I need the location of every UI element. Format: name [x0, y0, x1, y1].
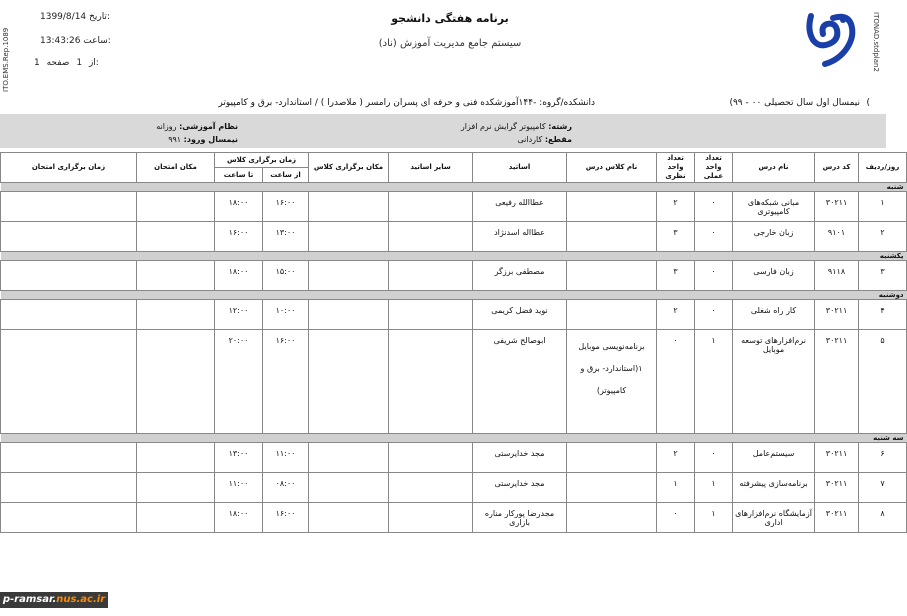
cell-exam-place — [137, 192, 215, 222]
page-subtitle: سیستم جامع مدیریت آموزش (ناد) — [378, 38, 522, 49]
cell-practical: ۱ — [695, 503, 733, 533]
cell-n: ۸ — [859, 503, 907, 533]
field-value: کامپیوتر گرایش نرم افزار — [460, 122, 546, 131]
cell-from: ۱۳:۰۰ — [263, 222, 309, 252]
cell-code: ۳۰۲۱۱ — [815, 503, 859, 533]
cell-name: زبان فارسی — [733, 261, 815, 291]
time-label: ساعت: — [83, 36, 111, 46]
site-suffix: nus.ac.ir — [56, 594, 106, 605]
cell-teacher: ابوصالح شریفی — [473, 330, 567, 434]
cell-exam-place — [137, 443, 215, 473]
day-label: یکشنبه — [1, 252, 907, 261]
cell-exam-place — [137, 330, 215, 434]
cell-practical: ۰ — [695, 222, 733, 252]
cell-n: ۳ — [859, 261, 907, 291]
cell-teacher: عطااله اسدنژاد — [473, 222, 567, 252]
cell-place — [309, 443, 389, 473]
cell-exam-time — [1, 222, 137, 252]
cell-n: ۲ — [859, 222, 907, 252]
cell-theory: ۲ — [657, 300, 695, 330]
site-prefix: p-ramsar. — [2, 594, 57, 605]
page-block — [34, 58, 99, 68]
cell-theory: ۳ — [657, 222, 695, 252]
cell-code: ۹۱۰۱ — [815, 222, 859, 252]
cell-place — [309, 473, 389, 503]
faculty-info: دانشکده/گروه: -۱۴۴آموزشکده فنی و حرفه ای پسران رامسر ( ملاصدرا ) / استاندارد- برق و کامپیوتر — [218, 98, 595, 108]
cell-teacher: مجد خدایرستی — [473, 473, 567, 503]
report-code: ITO.EMS.Rep.1089 — [2, 27, 10, 92]
entry-value: ۹۹۱ — [168, 135, 182, 144]
cell-to: ۱۸:۰۰ — [215, 192, 263, 222]
cell-n: ۴ — [859, 300, 907, 330]
cell-other — [389, 300, 473, 330]
cell-name: نرم‌افزارهای توسعه موبایل — [733, 330, 815, 434]
table-row — [1, 503, 907, 533]
cell-class-name — [567, 300, 657, 330]
field-info — [461, 122, 572, 131]
cell-theory: ۰ — [657, 503, 695, 533]
date-block — [40, 12, 110, 22]
col-code: کد درس — [815, 153, 859, 183]
day-label: دوشنبه — [1, 291, 907, 300]
col-to: تا ساعت — [215, 168, 263, 183]
cell-practical: ۱ — [695, 473, 733, 503]
cell-name: کار راه شغلی — [733, 300, 815, 330]
schedule-table — [0, 152, 907, 533]
cell-teacher: مجدرضا پورکار مناره بازاری — [473, 503, 567, 533]
day-label: سه شنبه — [1, 434, 907, 443]
col-teacher: اساتید — [473, 153, 567, 183]
page-total: 1 — [34, 58, 40, 68]
cell-place — [309, 192, 389, 222]
cell-other — [389, 222, 473, 252]
cell-theory: ۲ — [657, 192, 695, 222]
system-info — [156, 122, 238, 131]
cell-n: ۱ — [859, 192, 907, 222]
system-value: روزانه — [156, 122, 177, 131]
day-label: شنبه — [1, 183, 907, 192]
time-value: 13:43:26 — [40, 36, 81, 46]
cell-exam-time — [1, 473, 137, 503]
col-place: مکان برگزاری کلاس — [309, 153, 389, 183]
cell-theory: ۰ — [657, 330, 695, 434]
col-exam-time: زمان برگزاری امتحان — [1, 153, 137, 183]
cell-n: ۵ — [859, 330, 907, 434]
cell-class-name — [567, 443, 657, 473]
cell-class-name — [567, 192, 657, 222]
table-row — [1, 443, 907, 473]
day-row — [1, 434, 907, 443]
cell-code: ۳۰۲۱۱ — [815, 473, 859, 503]
day-row — [1, 291, 907, 300]
cell-name: زبان خارجی — [733, 222, 815, 252]
cell-exam-place — [137, 222, 215, 252]
col-exam-place: مکان امتحان — [137, 153, 215, 183]
col-row: روز/ردیف — [859, 153, 907, 183]
cell-to: ۱۳:۰۰ — [215, 443, 263, 473]
cell-from: ۱۰:۰۰ — [263, 300, 309, 330]
table-row — [1, 222, 907, 252]
cell-name: آزمایشگاه نرم‌افزارهای اداری — [733, 503, 815, 533]
cell-exam-time — [1, 503, 137, 533]
cell-practical: ۰ — [695, 443, 733, 473]
date-label: تاریخ: — [89, 12, 110, 22]
page-label: صفحه: — [46, 58, 99, 68]
page-title: برنامه هفتگی دانشجو — [391, 12, 509, 25]
degree-info — [517, 135, 572, 144]
cell-place — [309, 330, 389, 434]
semester-open-paren: ( — [866, 98, 870, 108]
cell-teacher: مصطفی برزگر — [473, 261, 567, 291]
cell-code: ۳۰۲۱۱ — [815, 443, 859, 473]
cell-theory: ۳ — [657, 261, 695, 291]
cell-practical: ۰ — [695, 300, 733, 330]
cell-place — [309, 261, 389, 291]
cell-code: ۹۱۱۸ — [815, 261, 859, 291]
cell-exam-time — [1, 300, 137, 330]
cell-practical: ۱ — [695, 330, 733, 434]
cell-from: ۱۶:۰۰ — [263, 330, 309, 434]
cell-class-name — [567, 222, 657, 252]
time-block — [40, 36, 111, 46]
entry-label: نیمسال ورود: — [183, 135, 238, 144]
logo-code: ITONAD.stdplan2 — [872, 12, 880, 72]
cell-to: ۱۸:۰۰ — [215, 261, 263, 291]
cell-other — [389, 330, 473, 434]
cell-other — [389, 473, 473, 503]
cell-name: سیستم‌عامل — [733, 443, 815, 473]
cell-other — [389, 443, 473, 473]
site-badge[interactable] — [0, 592, 108, 608]
cell-teacher: عطاالله رفیعی — [473, 192, 567, 222]
col-theory: تعداد واحد نظری — [657, 153, 695, 183]
field-label: رشته: — [548, 122, 572, 131]
cell-from: ۱۶:۰۰ — [263, 192, 309, 222]
col-practical: تعداد واحد عملی — [695, 153, 733, 183]
cell-theory: ۲ — [657, 443, 695, 473]
date-value: 1399/8/14 — [40, 12, 87, 22]
cell-n: ۶ — [859, 443, 907, 473]
table-header-row — [1, 153, 907, 168]
cell-exam-time — [1, 330, 137, 434]
table-row — [1, 473, 907, 503]
cell-other — [389, 261, 473, 291]
entry-info — [168, 135, 238, 144]
cell-place — [309, 300, 389, 330]
cell-exam-place — [137, 473, 215, 503]
table-row — [1, 261, 907, 291]
cell-exam-place — [137, 261, 215, 291]
col-from: از ساعت — [263, 168, 309, 183]
cell-class-name — [567, 261, 657, 291]
cell-from: ۰۸:۰۰ — [263, 473, 309, 503]
cell-place — [309, 503, 389, 533]
cell-to: ۱۱:۰۰ — [215, 473, 263, 503]
page-value: 1 — [76, 58, 83, 68]
cell-place — [309, 222, 389, 252]
day-row — [1, 183, 907, 192]
cell-to: ۱۸:۰۰ — [215, 503, 263, 533]
cell-exam-time — [1, 192, 137, 222]
cell-theory: ۱ — [657, 473, 695, 503]
cell-other — [389, 503, 473, 533]
day-row — [1, 252, 907, 261]
cell-exam-place — [137, 503, 215, 533]
col-class-name: نام کلاس درس — [567, 153, 657, 183]
degree-label: مقطع: — [544, 135, 572, 144]
cell-exam-place — [137, 300, 215, 330]
cell-from: ۱۵:۰۰ — [263, 261, 309, 291]
cell-n: ۷ — [859, 473, 907, 503]
col-name: نام درس — [733, 153, 815, 183]
cell-practical: ۰ — [695, 192, 733, 222]
cell-teacher: مجد خدایرستی — [473, 443, 567, 473]
cell-name: مبانی شبکه‌های کامپیوتری — [733, 192, 815, 222]
cell-practical: ۰ — [695, 261, 733, 291]
cell-code: ۳۰۲۱۱ — [815, 330, 859, 434]
cell-from: ۱۱:۰۰ — [263, 443, 309, 473]
system-label: نظام آموزشی: — [179, 122, 238, 131]
semester-info: نیمسال اول سال تحصیلی ۰۰ - ۹۹) — [729, 98, 860, 108]
cell-to: ۲۰:۰۰ — [215, 330, 263, 434]
cell-other — [389, 192, 473, 222]
table-row — [1, 192, 907, 222]
cell-from: ۱۶:۰۰ — [263, 503, 309, 533]
cell-exam-time — [1, 443, 137, 473]
cell-code: ۳۰۲۱۱ — [815, 300, 859, 330]
cell-teacher: نوید فضل کریمی — [473, 300, 567, 330]
cell-class-name — [567, 473, 657, 503]
table-row — [1, 300, 907, 330]
table-row — [1, 330, 907, 434]
degree-value: کاردانی — [517, 135, 543, 144]
cell-class-name — [567, 503, 657, 533]
cell-code: ۳۰۲۱۱ — [815, 192, 859, 222]
student-info-band — [0, 114, 886, 148]
cell-to: ۱۲:۰۰ — [215, 300, 263, 330]
cell-name: برنامه‌سازی پیشرفته — [733, 473, 815, 503]
university-logo-icon — [803, 10, 858, 72]
cell-class-name: برنامه‌نویسی موبایل ۱(استاندارد- برق و کامپیوتر) — [567, 330, 657, 434]
page-of-label: از — [88, 58, 96, 68]
cell-to: ۱۶:۰۰ — [215, 222, 263, 252]
col-other-teachers: سایر اساتید — [389, 153, 473, 183]
cell-exam-time — [1, 261, 137, 291]
col-class-time: زمان برگزاری کلاس — [215, 153, 309, 168]
